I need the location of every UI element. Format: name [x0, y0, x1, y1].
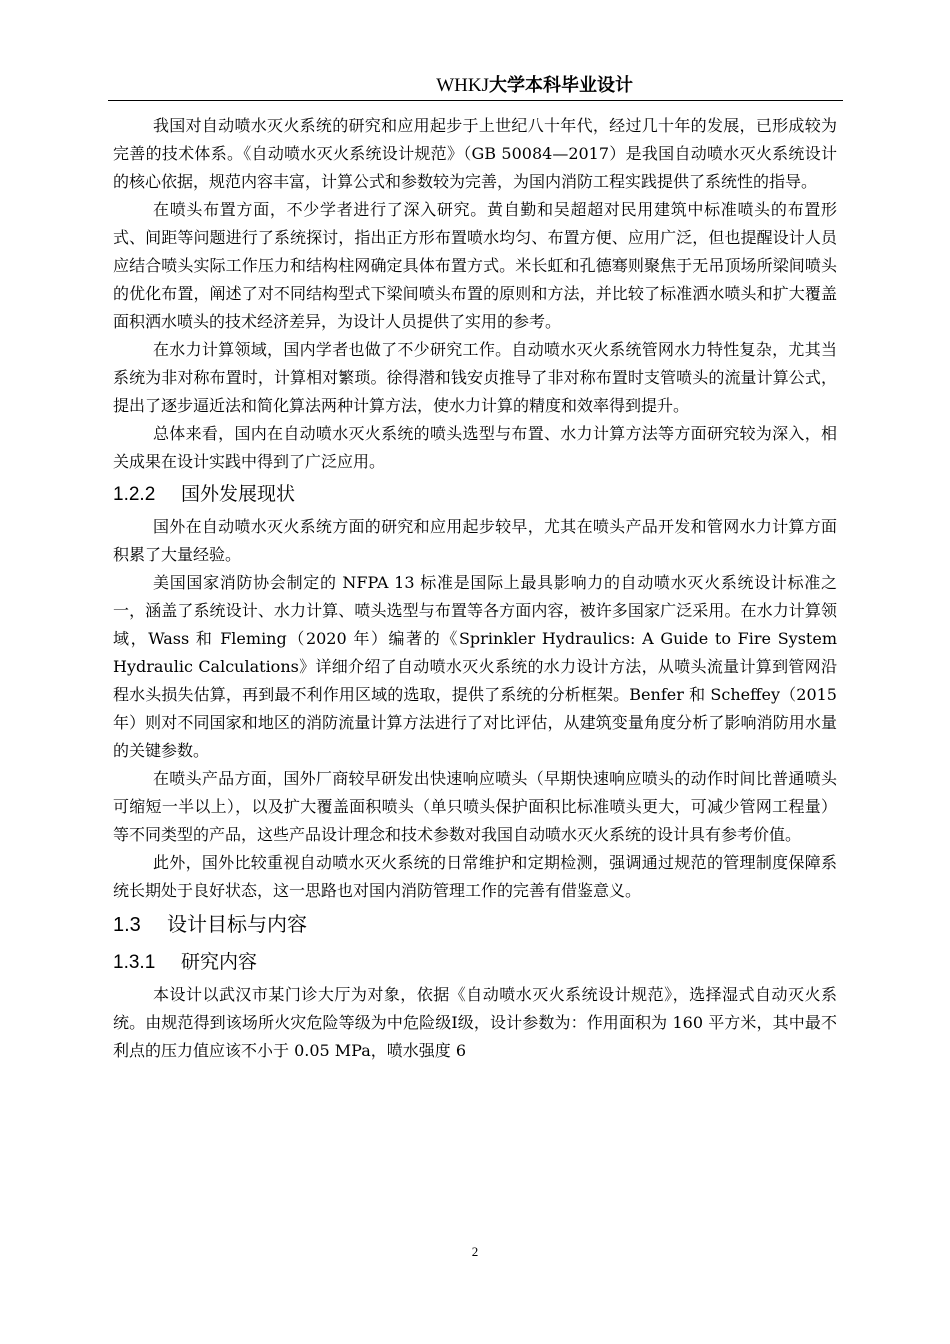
paragraph: 我国对自动喷水灭火系统的研究和应用起步于上世纪八十年代，经过几十年的发展，已形成较为完善的技术体系。《自动喷水灭火系统设计规范》（GB 50084—2017）是我国自动喷水灭火系统设计的核心依据，规范内容丰富，计算公式和参数较为完善，为国内消防工程实践提供了系统性的指导。 [113, 116, 837, 191]
paragraph: 美国国家消防协会制定的 NFPA 13 标准是国际上最具影响力的自动喷水灭火系统设计标准之一，涵盖了系统设计、水力计算、喷头选型与布置等各方面内容，被许多国家广泛采用。在水力计算领域，Wass 和 Fleming（2020 年）编著的《Sprinkler Hydraulics: A Guide to Fire System Hydraulic Calculations》详细介绍了自动喷水灭火系统的水力设计方法，从喷头流量计算到管网沿程水头损失估算，再到最不利作用区域的选取，提供了系统的分析框架。Benfer 和 Scheffey（2015 年）则对不同国家和地区的消防流量计算方法进行了对比评估，从建筑变量角度分析了影响消防用水量的关键参数。 [113, 573, 837, 760]
section-title: 研究内容 [181, 951, 258, 973]
paragraph: 总体来看，国内在自动喷水灭火系统的喷头选型与布置、水力计算方法等方面研究较为深入，相关成果在设计实践中得到了广泛应用。 [113, 424, 837, 471]
paragraph: 在喷头产品方面，国外厂商较早研发出快速响应喷头（早期快速响应喷头的动作时间比普通喷头可缩短一半以上），以及扩大覆盖面积喷头（单只喷头保护面积比标准喷头更大，可减少管网工程量）等不同类型的产品，这些产品设计理念和技术参数对我国自动喷水灭火系统的设计具有参考价值。 [113, 769, 837, 844]
section-heading-1-2-2 [113, 476, 837, 513]
section-title: 设计目标与内容 [167, 912, 307, 936]
header-title: 大学本科毕业设计 [489, 75, 633, 96]
body-text [113, 112, 837, 1065]
paragraph: 本设计以武汉市某门诊大厅为对象，依据《自动喷水灭火系统设计规范》，选择湿式自动灭火系统。由规范得到该场所火灾危险等级为中危险级Ⅰ级，设计参数为：作用面积为 160 平方米，其中最不利点的压力值应该不小于 0.05 MPa，喷水强度 6 [113, 985, 837, 1060]
paragraph: 在喷头布置方面，不少学者进行了深入研究。黄自勤和吴超超对民用建筑中标准喷头的布置形式、间距等问题进行了系统探讨，指出正方形布置喷水均匀、布置方便、应用广泛，但也提醒设计人员应结合喷头实际工作压力和结构柱网确定具体布置方式。米长虹和孔德骞则聚焦于无吊顶场所梁间喷头的优化布置，阐述了对不同结构型式下梁间喷头布置的原则和方法，并比较了标准洒水喷头和扩大覆盖面积洒水喷头的技术经济差异，为设计人员提供了实用的参考。 [113, 200, 837, 331]
header-code: WHKJ [436, 75, 489, 96]
section-number: 1.3 [113, 914, 141, 936]
paragraph: 此外，国外比较重视自动喷水灭火系统的日常维护和定期检测，强调通过规范的管理制度保障系统长期处于良好状态，这一思路也对国内消防管理工作的完善有借鉴意义。 [113, 853, 837, 900]
section-heading-1-3-1 [113, 944, 837, 981]
section-title: 国外发展现状 [181, 483, 296, 505]
page-number: 2 [471, 1244, 479, 1259]
paragraph: 在水力计算领域，国内学者也做了不少研究工作。自动喷水灭火系统管网水力特性复杂，尤其当系统为非对称布置时，计算相对繁琐。徐得潜和钱安贞推导了非对称布置时支管喷头的流量计算公式，提出了逐步逼近法和简化算法两种计算方法，使水力计算的精度和效率得到提升。 [113, 340, 837, 415]
paragraph: 国外在自动喷水灭火系统方面的研究和应用起步较早，尤其在喷头产品开发和管网水力计算方面积累了大量经验。 [113, 517, 837, 564]
section-number: 1.2.2 [113, 484, 156, 505]
section-number: 1.3.1 [113, 952, 156, 973]
section-heading-1-3 [113, 905, 837, 944]
page-header [108, 72, 843, 101]
